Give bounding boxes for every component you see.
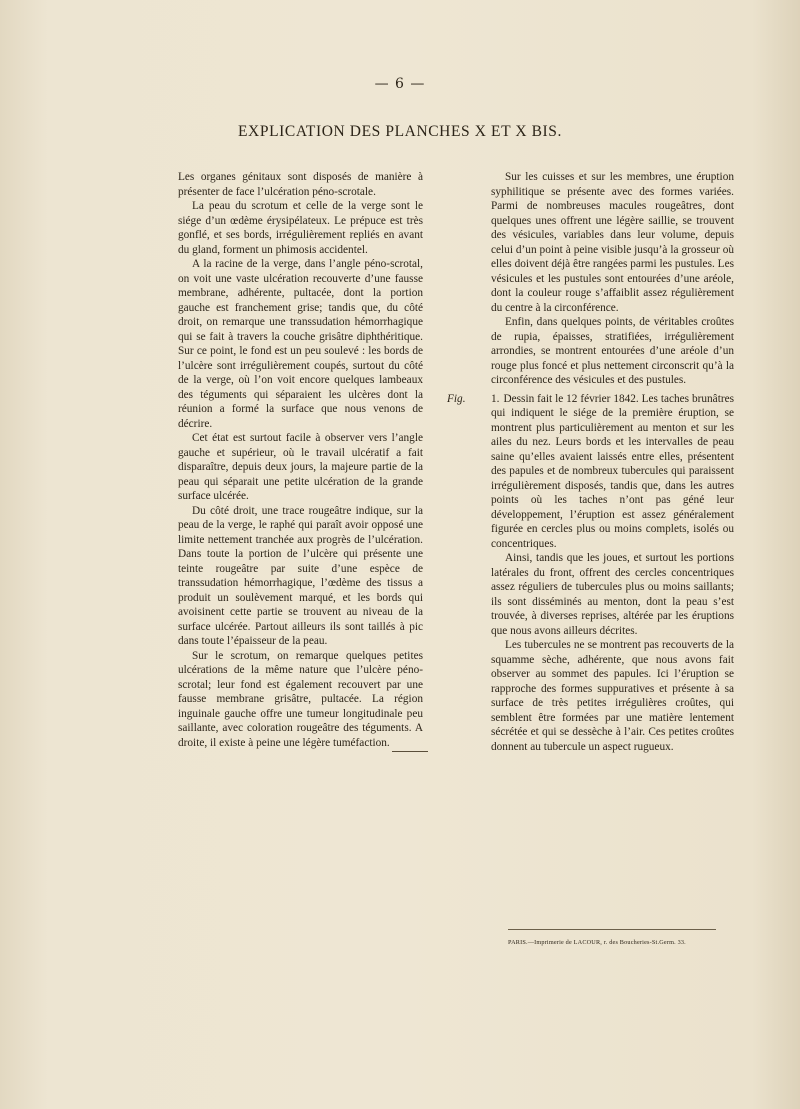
figure-number: 1. — [491, 392, 500, 405]
footer-rule — [508, 929, 716, 930]
figure-label: Fig. — [447, 392, 466, 405]
figure-text: Dessin fait le 12 février 1842. Les taches brunâtres qui indiquent le siége de la première éruption, se montrent plus particulièrement au menton et sur les ailes du nez. Leurs bords et les intervalles de peau saine qu’elles avaient laissés entre elles, présentent des papules et de nombreux tubercules qui paraissent irrégulièrement disposés, tandis que, dans les autres points où les taches n’ont pas géné leur développement, l’éruption est assez généralement figurée en cercles plus ou moins complets, isolés ou concentriques. — [491, 392, 734, 550]
paragraph: Sur le scrotum, on remarque quelques petites ulcérations de la même nature que l’ulcère péno-scrotal; leur fond est également recouvert par une fausse membrane grisâtre, pultacée. La région inguinale gauche offre une tumeur longitudinale peu saillante, avec coloration rougeâtre des téguments. A droite, il existe à peine une légère tuméfaction. — [178, 649, 423, 749]
left-column — [178, 170, 423, 750]
paragraph: A la racine de la verge, dans l’angle péno-scrotal, on voit une vaste ulcération recouverte d’une fausse membrane, adhérente, pultacée, dont la portion gauche est franchement grise; tandis que, du côté droit, on remarque une transsudation hémorrhagique qui se fait à travers la couche grisâtre diphthéritique. Sur ce point, le fond est un peu soulevé : les bords de l’ulcère sont irrégulièrement coupés, surtout du côté de la verge, où l’on voit encore quelques lambeaux des téguments qui séparaient les ulcères dont la réunion a formé la surface que nous venons de décrire. — [178, 258, 423, 430]
paragraph: Cet état est surtout facile à observer vers l’angle gauche et supérieur, où le travail ulcératif a fait disparaître, depuis deux jours, la majeure partie de la peau qui séparait une petite ulcération de la grande surface ulcérée. — [178, 432, 423, 502]
paragraph: Du côté droit, une trace rougeâtre indique, sur la peau de la verge, le raphé qui paraît avoir opposé une limite nettement tranchée aux progrès de l’ulcération. Dans toute la portion de l’ulcère qui présente une teinte rougeâtre par suite d’une espèce de transsudation hémorrhagique, l’œdème des tissus a produit un soulèvement marqué, et les bords qui avoisinent cette partie se trouvent au niveau de la surface ulcérée. Partout ailleurs ils sont taillés à pic dans toute l’épaisseur de la peau. — [178, 504, 423, 647]
page-heading: EXPLICATION DES PLANCHES X ET X BIS. — [237, 123, 562, 140]
paragraph: La peau du scrotum et celle de la verge sont le siége d’un œdème érysipélateux. Le prépuce est très gonflé, et ses bords, irrégulièrement repliés en avant du gland, forment un phimosis accidentel. — [178, 200, 423, 256]
paragraph: Les organes génitaux sont disposés de manière à présenter de face l’ulcération péno-scrotale. — [178, 171, 423, 198]
printer-imprint: PARIS.—Imprimerie de LACOUR, r. des Boucheries-St.Germ. 33. — [508, 939, 686, 946]
paragraph: Sur les cuisses et sur les membres, une éruption syphilitique se présente avec des formes variées. Parmi de nombreuses macules rougeâtres, dont quelques unes offrent une légère saillie, se trouvent des vésicules, variables dans leur volume, depuis celui d’un point à peine visible jusqu’à la grosseur où elles doivent déjà être rangées parmi les pustules. Les vésicules et les pustules sont entourées d’une aréole, dont la couleur rouge s’affaiblit assez régulièrement du centre à la circonférence. — [491, 171, 734, 314]
right-column — [447, 170, 734, 754]
paragraph: Ainsi, tandis que les joues, et surtout les portions latérales du front, offrent des cercles concentriques assez réguliers de tubercules plus ou moins saillants; ils sont disséminés au menton, dont la peau s’est trouvée, à diverses reprises, altérée par les éruptions que nous avons ailleurs décrites. — [491, 552, 734, 637]
page-number: — 6 — — [374, 76, 426, 92]
paragraph: Les tubercules ne se montrent pas recouverts de la squamme sèche, adhérente, que nous avons fait observer au sommet des papules. Ici l’éruption se rapproche des formes suppuratives et présente à sa surface de très petites irrégulières croûtes, qui semblent être formées par une matière lentement sécrétée et qui se dessèche à l’air. Ces petites croûtes donnent au tubercule un aspect rugueux. — [491, 639, 734, 753]
paragraph: Enfin, dans quelques points, de véritables croûtes de rupia, épaisses, stratifiées, irrégulièrement arrondies, se montrent entourées d’une aréole d’un rouge plus foncé et plus nettement circonscrit qu’à la circonférence des vésicules et des pustules. — [491, 316, 734, 386]
section-divider — [392, 751, 428, 752]
figure-paragraph — [491, 392, 734, 552]
figure-entry — [447, 392, 734, 552]
